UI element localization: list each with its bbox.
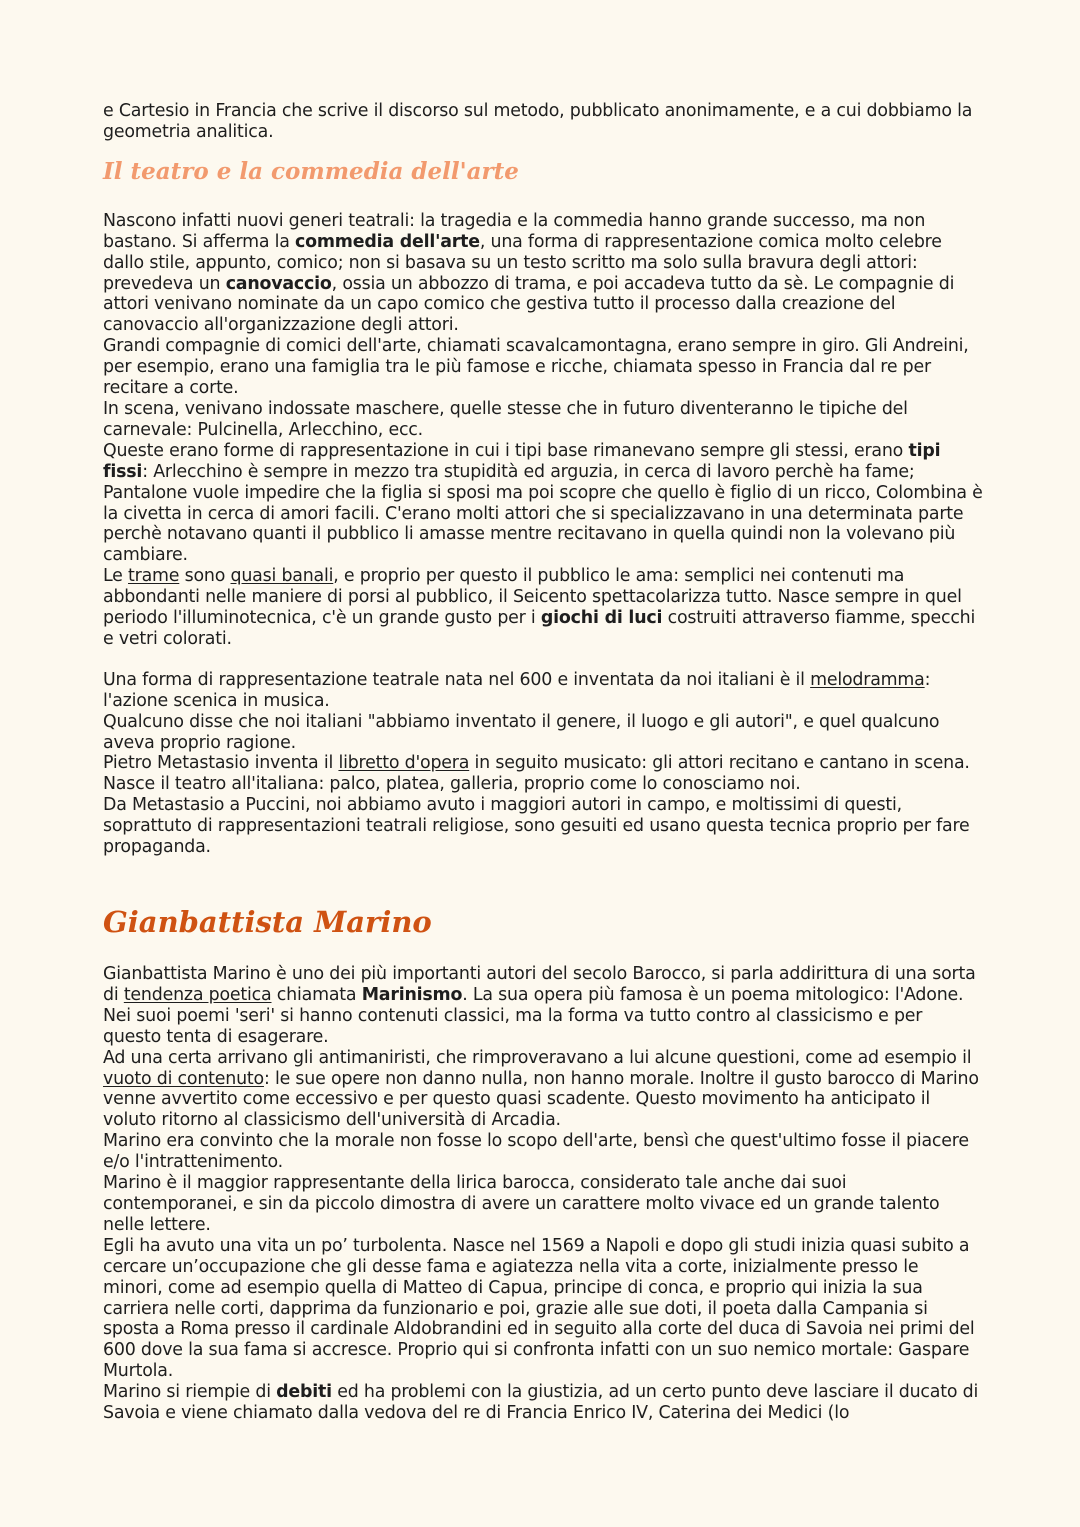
paragraph-marinismo xyxy=(103,964,983,1048)
text-run: Marino si riempie di xyxy=(103,1382,277,1403)
text-run: , ossia un abbozzo di trama, e poi accadeva tutto da sè. Le compagnie di attori venivano nominate da un capo comico che gestiva tutto il processo dalla creazione del canovaccio all'organizzazione degli attori. xyxy=(103,273,955,336)
paragraph-morale: Marino era convinto che la morale non fosse lo scopo dell'arte, bensì che quest'ultimo fosse il piacere e/o l'intrattenimento. xyxy=(103,1131,969,1173)
bold-term-marinismo: Marinismo xyxy=(361,984,463,1005)
underlined-term-vuoto-contenuto: vuoto di contenuto xyxy=(103,1068,264,1089)
text-run: : l'azione scenica in musica. xyxy=(103,669,931,711)
paragraph-antimaniristi xyxy=(103,1048,983,1132)
underlined-term-melodramma: melodramma xyxy=(810,669,925,690)
paragraph-maschere: In scena, venivano indossate maschere, quelle stesse che in futuro diventeranno le tipiche del carnevale: Pulcinella, Arlecchino, ecc. xyxy=(103,398,908,440)
text-run: costruiti attraverso fiamme, specchi e vetri colorati. xyxy=(103,608,976,649)
paragraph-vita: Egli ha avuto una vita un po’ turbolenta. Nasce nel 1569 a Napoli e dopo gli studi inizia quasi subito a cercare un’occupazione che gli desse fama e agiatezza nella vita a corte, inizialmente presso le minori, come ad esempio quella di Matteo di Capua, principe di conca, e proprio qui inizia la sua carriera nelle corti, dapprima da funzionario e poi, grazie alle sue doti, il poeta dalla Campania si sposta a Roma presso il cardinale Aldobrandini ed in seguito alla corte del duca di Savoia nei primi del 600 dove la sua fama si accresce. Proprio qui si confronta infatti con un suo nemico mortale: Gaspare Murtola. xyxy=(103,1235,975,1382)
text-run: Gianbattista Marino è uno dei più importanti autori del secolo Barocco, si parla addirittura di una sorta di xyxy=(103,964,976,1005)
paragraph-qualcuno: Qualcuno disse che noi italiani "abbiamo inventato il genere, il luogo e gli autori", e quel qualcuno aveva proprio ragione. xyxy=(103,711,940,753)
text-run: sono xyxy=(179,566,231,587)
text-run: Una forma di rappresentazione teatrale nata nel 600 e inventata da noi italiani è il xyxy=(103,669,811,690)
paragraph-compagnie: Grandi compagnie di comici dell'arte, chiamati scavalcamontagna, erano sempre in giro. Gli Andreini, per esempio, erano una famiglia tra le più famose e ricche, chiamata spesso in Francia dal re per recitare a corte. xyxy=(103,336,969,399)
text-run: : le sue opere non danno nulla, non hanno morale. Inoltre il gusto barocco di Marino venne avvertito come eccessivo e per questo quasi scadente. Questo movimento ha anticipato il voluto ritorno al classicismo dell'università di Arcadia. xyxy=(103,1068,979,1131)
paragraph-puccini: Da Metastasio a Puccini, noi abbiamo avuto i maggiori autori in campo, e moltissimi di questi, soprattuto di rappresentazioni teatrali religiose, sono gesuiti ed usano questa tecnica proprio per fare propaganda. xyxy=(103,795,970,858)
bold-term-giochi-di-luci: giochi di luci xyxy=(540,608,663,629)
paragraph-spacer xyxy=(103,650,983,670)
text-run: Queste erano forme di rappresentazione in cui i tipi base rimanevano sempre gli stessi, erano xyxy=(103,440,909,461)
bold-term-tipi-fissi: tipi fissi xyxy=(103,440,941,482)
bold-term-commedia-arte: commedia dell'arte xyxy=(295,231,480,252)
text-run: Nascono infatti nuovi generi teatrali: la tragedia e la commedia hanno grande successo, ma non bastano. Si afferma la xyxy=(103,210,926,252)
paragraph-commedia-arte xyxy=(103,211,983,336)
text-run: Pietro Metastasio inventa il xyxy=(103,753,339,774)
underlined-term-tendenza-poetica: tendenza poetica xyxy=(123,984,272,1005)
underlined-term-quasi-banali: quasi banali xyxy=(230,566,334,587)
underlined-term-trame: trame xyxy=(128,566,180,587)
text-run: Ad una certa arrivano gli antimaniristi, che rimproveravano a lui alcune questioni, come ad esempio il xyxy=(103,1047,972,1068)
section-heading-teatro: Il teatro e la commedia dell'arte xyxy=(103,157,519,185)
text-run: chiamata xyxy=(271,984,362,1005)
paragraph-trame xyxy=(103,566,983,650)
intro-paragraph: e Cartesio in Francia che scrive il discorso sul metodo, pubblicato anonimamente, e a cui dobbiamo la geometria analitica. xyxy=(103,101,973,142)
text-run: . La sua opera più famosa è un poema mitologico: l'Adone. Nei suoi poemi 'seri' si hanno contenuti classici, ma la forma va tutto contro al classicismo e per questo tenta di esagerare. xyxy=(103,984,964,1047)
paragraph-metastasio xyxy=(103,753,983,795)
text-run: Le xyxy=(103,566,129,587)
section-heading-marino: Gianbattista Marino xyxy=(103,905,432,939)
text-run: , e proprio per questo il pubblico le ama: semplici nei contenuti ma abbondanti nelle maniere di porsi al pubblico, il Seicento spettacolarizza tutto. Nasce sempre in quel periodo l'illuminotecnica, c'è un grande gusto per i xyxy=(103,566,962,629)
bold-term-debiti: debiti xyxy=(276,1382,332,1403)
text-run: in seguito musicato: gli attori recitano e cantano in scena. Nasce il teatro all'italiana: palco, platea, galleria, proprio come lo conosciamo noi. xyxy=(103,753,970,795)
section-spacer xyxy=(103,858,983,902)
paragraph-tipi-fissi xyxy=(103,441,983,566)
text-run: : Arlecchino è sempre in mezzo tra stupidità ed arguzia, in cerca di lavoro perchè ha fame; Pantalone vuole impedire che la figlia si sposi ma poi scopre che quello è figlio di un ricco, Colombina è la civetta in cerca di amori facili. C'erano molti attori che si specializzavano in una determinata parte perchè notavano quanti il pubblico li amasse mentre recitavano in quella quindi non la volevano più cambiare. xyxy=(103,461,983,566)
document-page xyxy=(103,101,983,1424)
bold-term-canovaccio: canovaccio xyxy=(225,273,332,294)
text-run: ed ha problemi con la giustizia, ad un certo punto deve lasciare il ducato di Savoia e viene chiamato dalla vedova del re di Francia Enrico IV, Caterina dei Medici (lo xyxy=(103,1382,979,1424)
paragraph-melodramma xyxy=(103,670,983,712)
text-run: , una forma di rappresentazione comica molto celebre dallo stile, appunto, comico; non si basava su un testo scritto ma solo sulla bravura degli attori: prevedeva un xyxy=(103,231,942,294)
paragraph-lirica-barocca: Marino è il maggior rappresentante della lirica barocca, considerato tale anche dai suoi contemporanei, e sin da piccolo dimostra di avere un carattere molto vivace ed un grande talento nelle lettere. xyxy=(103,1173,940,1235)
underlined-term-libretto: libretto d'opera xyxy=(338,753,470,774)
paragraph-debiti xyxy=(103,1382,983,1424)
